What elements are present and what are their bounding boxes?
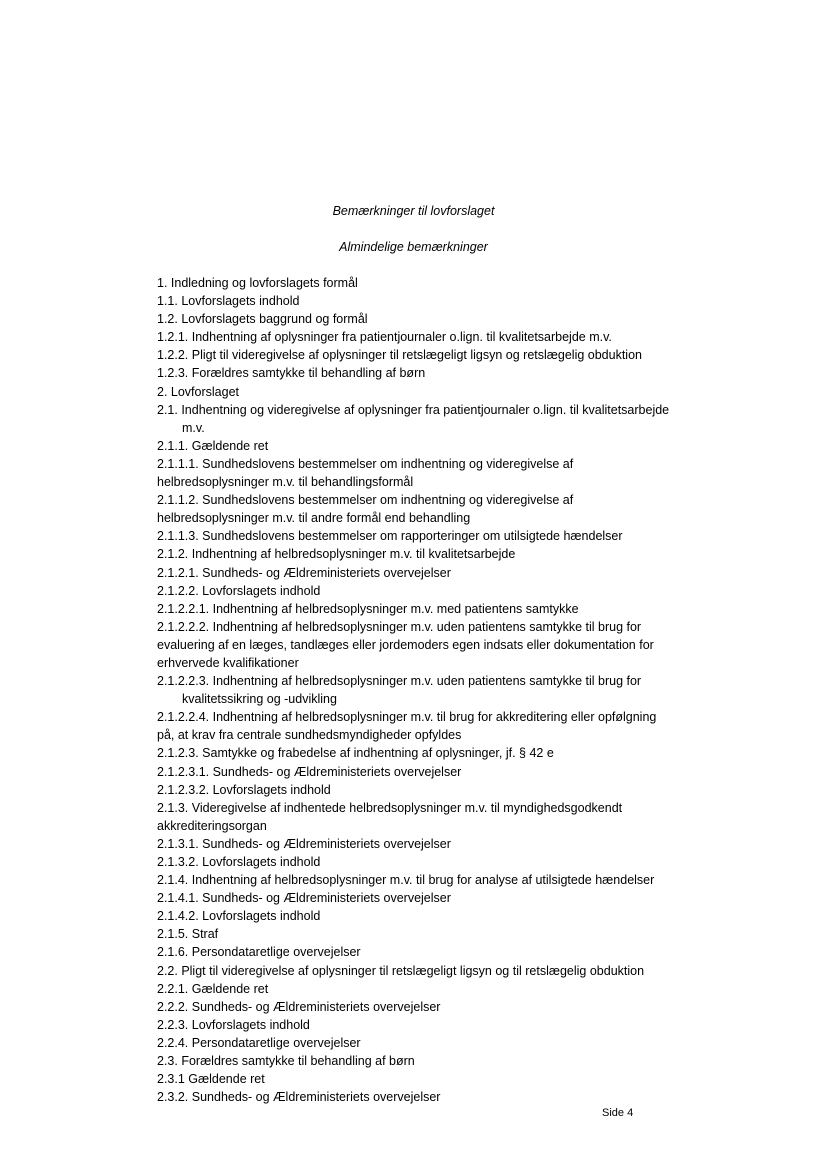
toc-item: 2.1.3. Videregivelse af indhentede helbredsoplysninger m.v. til myndighedsgodkendt akkrediteringsorgan xyxy=(157,800,623,833)
toc-item: 2.1.6. Persondataretlige overvejelser xyxy=(157,945,361,960)
document-subtitle: Almindelige bemærkninger xyxy=(339,240,488,254)
toc-item: 2.1.1.1. Sundhedslovens bestemmelser om indhentning og videregivelse af helbredsoplysninger m.v. til behandlingsformål xyxy=(157,456,574,490)
toc-item: 2.1.2.2.4. Indhentning af helbredsoplysninger m.v. til brug for akkreditering eller opfølgning på, at krav fra centrale sundhedsmyndigheder opfyldes xyxy=(157,710,657,743)
toc-item: 2.2.1. Gældende ret xyxy=(157,981,269,996)
toc-item: 2.1.3.1. Sundheds- og Ældreministeriets overvejelser xyxy=(157,836,451,851)
toc-item: 1.2. Lovforslagets baggrund og formål xyxy=(157,312,368,327)
toc-item: 2.1.2.2.3. Indhentning af helbredsoplysninger m.v. uden patientens samtykke til brug for kvalitetssikring og -udvikling xyxy=(157,674,642,707)
toc-item: 2.1.2.1. Sundheds- og Ældreministeriets overvejelser xyxy=(157,565,451,580)
page-number: Side 4 xyxy=(602,1107,634,1119)
toc-item: 2.1.3.2. Lovforslagets indhold xyxy=(157,855,321,869)
toc-item: 2.2. Pligt til videregivelse af oplysninger til retslægeligt ligsyn og til retslægelig obduktion xyxy=(157,963,645,978)
toc-item: 2.1.2.3.1. Sundheds- og Ældreministeriets overvejelser xyxy=(157,764,462,779)
toc-item: 2. Lovforslaget xyxy=(157,384,239,399)
toc-item: 2.1.4.1. Sundheds- og Ældreministeriets overvejelser xyxy=(157,891,451,906)
toc-item: 2.1.4. Indhentning af helbredsoplysninger m.v. til brug for analyse af utilsigtede hændelser xyxy=(157,873,655,888)
table-of-contents xyxy=(157,274,677,1106)
toc-item: 2.1.2.3.2. Lovforslagets indhold xyxy=(157,782,331,797)
toc-item: 2.1.2.2.2. Indhentning af helbredsoplysninger m.v. uden patientens samtykke til brug for evaluering af en læges, tandlæges eller jordemoders egen indsats eller dokumentation for erhvervede kvalifikationer xyxy=(157,619,654,670)
document-title: Bemærkninger til lovforslaget xyxy=(332,204,495,218)
toc-item: 1.2.2. Pligt til videregivelse af oplysninger til retslægeligt ligsyn og retslægelig obduktion xyxy=(157,348,642,363)
toc-item: 2.1.2.3. Samtykke og frabedelse af indhentning af oplysninger, jf. § 42 e xyxy=(157,746,554,761)
toc-item: 1. Indledning og lovforslagets formål xyxy=(157,276,358,290)
toc-item: 2.2.4. Persondataretlige overvejelser xyxy=(157,1035,361,1050)
toc-item: 1.2.3. Forældres samtykke til behandling af børn xyxy=(157,366,426,381)
toc-item: 2.3.2. Sundheds- og Ældreministeriets overvejelser xyxy=(157,1090,441,1105)
toc-item: 2.1.1. Gældende ret xyxy=(157,438,269,453)
toc-item: 2.1.2.2.1. Indhentning af helbredsoplysninger m.v. med patientens samtykke xyxy=(157,601,579,616)
toc-item: 2.3.1 Gældende ret xyxy=(157,1072,265,1087)
toc-item: 2.1.2. Indhentning af helbredsoplysninger m.v. til kvalitetsarbejde xyxy=(157,547,516,562)
toc-item: 2.1.5. Straf xyxy=(157,927,219,942)
toc-item: 2.2.3. Lovforslagets indhold xyxy=(157,1017,310,1032)
toc-item: 1.2.1. Indhentning af oplysninger fra patientjournaler o.lign. til kvalitetsarbejde m.v. xyxy=(157,330,612,345)
toc-item: 2.1. Indhentning og videregivelse af oplysninger fra patientjournaler o.lign. til kvalitetsarbejde m.v. xyxy=(157,402,670,435)
toc-item: 2.1.1.3. Sundhedslovens bestemmelser om rapporteringer om utilsigtede hændelser xyxy=(157,529,623,544)
toc-item: 2.1.1.2. Sundhedslovens bestemmelser om indhentning og videregivelse af helbredsoplysninger m.v. til andre formål end behandling xyxy=(157,493,574,526)
toc-item: 2.2.2. Sundheds- og Ældreministeriets overvejelser xyxy=(157,999,441,1014)
toc-item: 2.3. Forældres samtykke til behandling af børn xyxy=(157,1054,415,1069)
toc-item: 2.1.4.2. Lovforslagets indhold xyxy=(157,909,321,924)
toc-item: 2.1.2.2. Lovforslagets indhold xyxy=(157,583,321,598)
toc-item: 1.1. Lovforslagets indhold xyxy=(157,294,300,309)
